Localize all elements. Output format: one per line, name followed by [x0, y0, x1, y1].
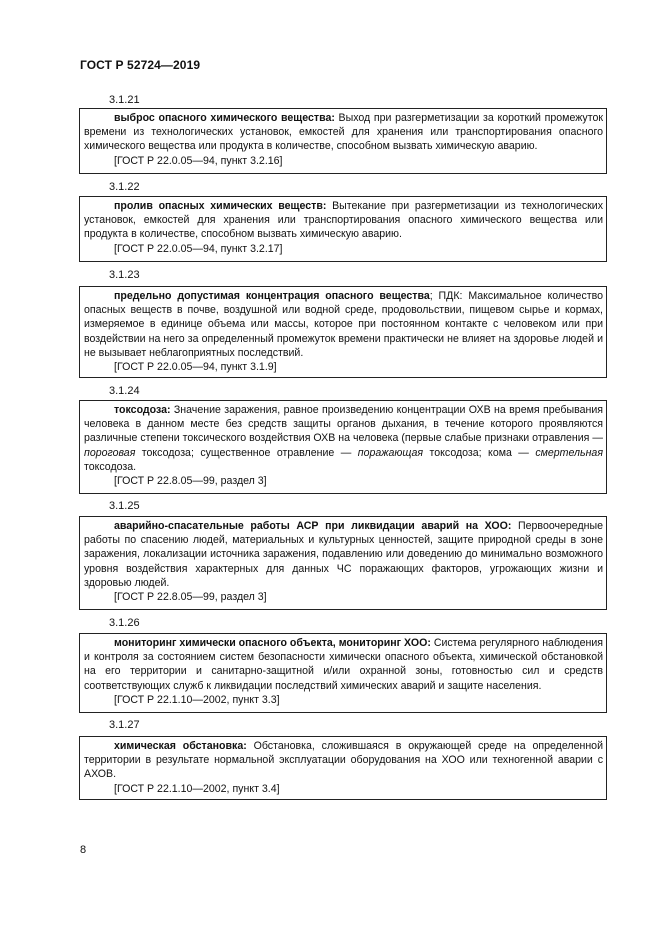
- definition-body: Вытекание при разгерметизации из технологических установок, емкостей для хранения или транспортирования опасного химического вещества или продукта в количестве, способном вызвать химическую аварию.: [84, 200, 604, 241]
- source-reference: [ГОСТ Р 22.0.05—94, пункт 3.1.9]: [114, 361, 277, 374]
- definition-body: Значение заражения, равное произведению концентрации ОХВ на время пребывания человека в данном месте без средств защиты органов дыхания, в течение которого проявляются различные степени токсического воздействия ОХВ на человека (первые слабые признаки отравления —: [84, 404, 603, 445]
- source-reference: [ГОСТ Р 22.0.05—94, пункт 3.2.17]: [114, 242, 283, 255]
- page-number: 8: [80, 844, 87, 856]
- emphasis: поражающая: [357, 446, 424, 459]
- definition-body: Выход при разгерметизации за короткий промежуток времени из технологических установок, емкостей для хранения или транспортирования опасного химического вещества или продукта в количестве, способном вызвать химическую аварию.: [84, 112, 603, 153]
- entry-number: 3.1.27: [109, 719, 140, 731]
- definition-box: [79, 196, 607, 262]
- definition-text: [84, 519, 603, 590]
- term: химическая обстановка:: [114, 740, 247, 752]
- entry-number: 3.1.22: [109, 181, 140, 193]
- definition-body: Обстановка, сложившаяся в окружающей среде на определенной территории в результате нормальной эксплуатации оборудования на ХОО или техногенной аварии с АХОВ.: [84, 740, 603, 781]
- source-reference: [ГОСТ Р 22.0.05—94, пункт 3.2.16]: [114, 154, 283, 167]
- entry-number: 3.1.24: [109, 385, 140, 397]
- term: мониторинг химически опасного объекта, мониторинг ХОО:: [114, 637, 431, 649]
- definition-box: [79, 286, 607, 378]
- source-reference: [ГОСТ Р 22.1.10—2002, пункт 3.3]: [114, 693, 280, 706]
- term: предельно допустимая концентрация опасного вещества: [114, 290, 430, 302]
- document-header: ГОСТ Р 52724—2019: [80, 58, 201, 72]
- definition-text: [84, 403, 603, 474]
- emphasis: смертельная: [535, 446, 603, 459]
- definition-box: [79, 633, 607, 713]
- definition-body: Первоочередные работы по спасению людей, материальных и культурных ценностей, защите природной среды в зоне заражения, локализации источника заражения, подавлению или доведению до минимально возможного уровня воздействия характерных для данных ЧС поражающих факторов, угрожающих жизни и здоровью людей.: [84, 520, 603, 589]
- entry-number: 3.1.25: [109, 500, 140, 512]
- definition-box: [79, 108, 607, 174]
- source-reference: [ГОСТ Р 22.8.05—99, раздел 3]: [114, 591, 267, 604]
- definition-box: [79, 516, 607, 610]
- emphasis: пороговая: [84, 446, 136, 459]
- term: пролив опасных химических веществ:: [114, 200, 327, 212]
- definition-text: [84, 636, 603, 693]
- definition-text: [84, 289, 603, 360]
- term: токсодоза:: [114, 404, 171, 416]
- definition-body: токсодоза; кома —: [423, 446, 536, 459]
- entry-number: 3.1.21: [109, 94, 140, 106]
- source-reference: [ГОСТ Р 22.8.05—99, раздел 3]: [114, 475, 267, 488]
- entry-number: 3.1.26: [109, 617, 140, 629]
- term: аварийно-спасательные работы АСР при ликвидации аварий на ХОО:: [114, 520, 512, 532]
- definition-text: [84, 739, 603, 782]
- definition-box: [79, 400, 607, 494]
- definition-box: [79, 736, 607, 800]
- definition-text: [84, 199, 603, 242]
- definition-text: [84, 111, 603, 154]
- entry-number: 3.1.23: [109, 269, 140, 281]
- definition-body: ; ПДК: Максимальное количество опасных веществ в почве, воздушной или водной среде, продовольствии, пищевом сырье и кормах, измеряемое в единице объема или массы, которое при постоянном контакте с человеком или при воздействии на него за определенный промежуток времени практически не влияет на здоровье людей и не вызывает неблагоприятных последствий.: [84, 290, 603, 359]
- definition-body: Система регулярного наблюдения и контроля за состоянием систем безопасности химически опасного объекта, химической обстановкой на его территории и санитарно-защитной и/или охранной зоны, готовностью сил и средств соответствующих служб к ликвидации последствий химических аварий и защите населения.: [84, 637, 604, 692]
- term: выброс опасного химического вещества:: [114, 112, 335, 124]
- definition-body: токсодоза; существенное отравление —: [135, 446, 358, 459]
- definition-body: токсодоза.: [84, 460, 137, 473]
- source-reference: [ГОСТ Р 22.1.10—2002, пункт 3.4]: [114, 782, 280, 795]
